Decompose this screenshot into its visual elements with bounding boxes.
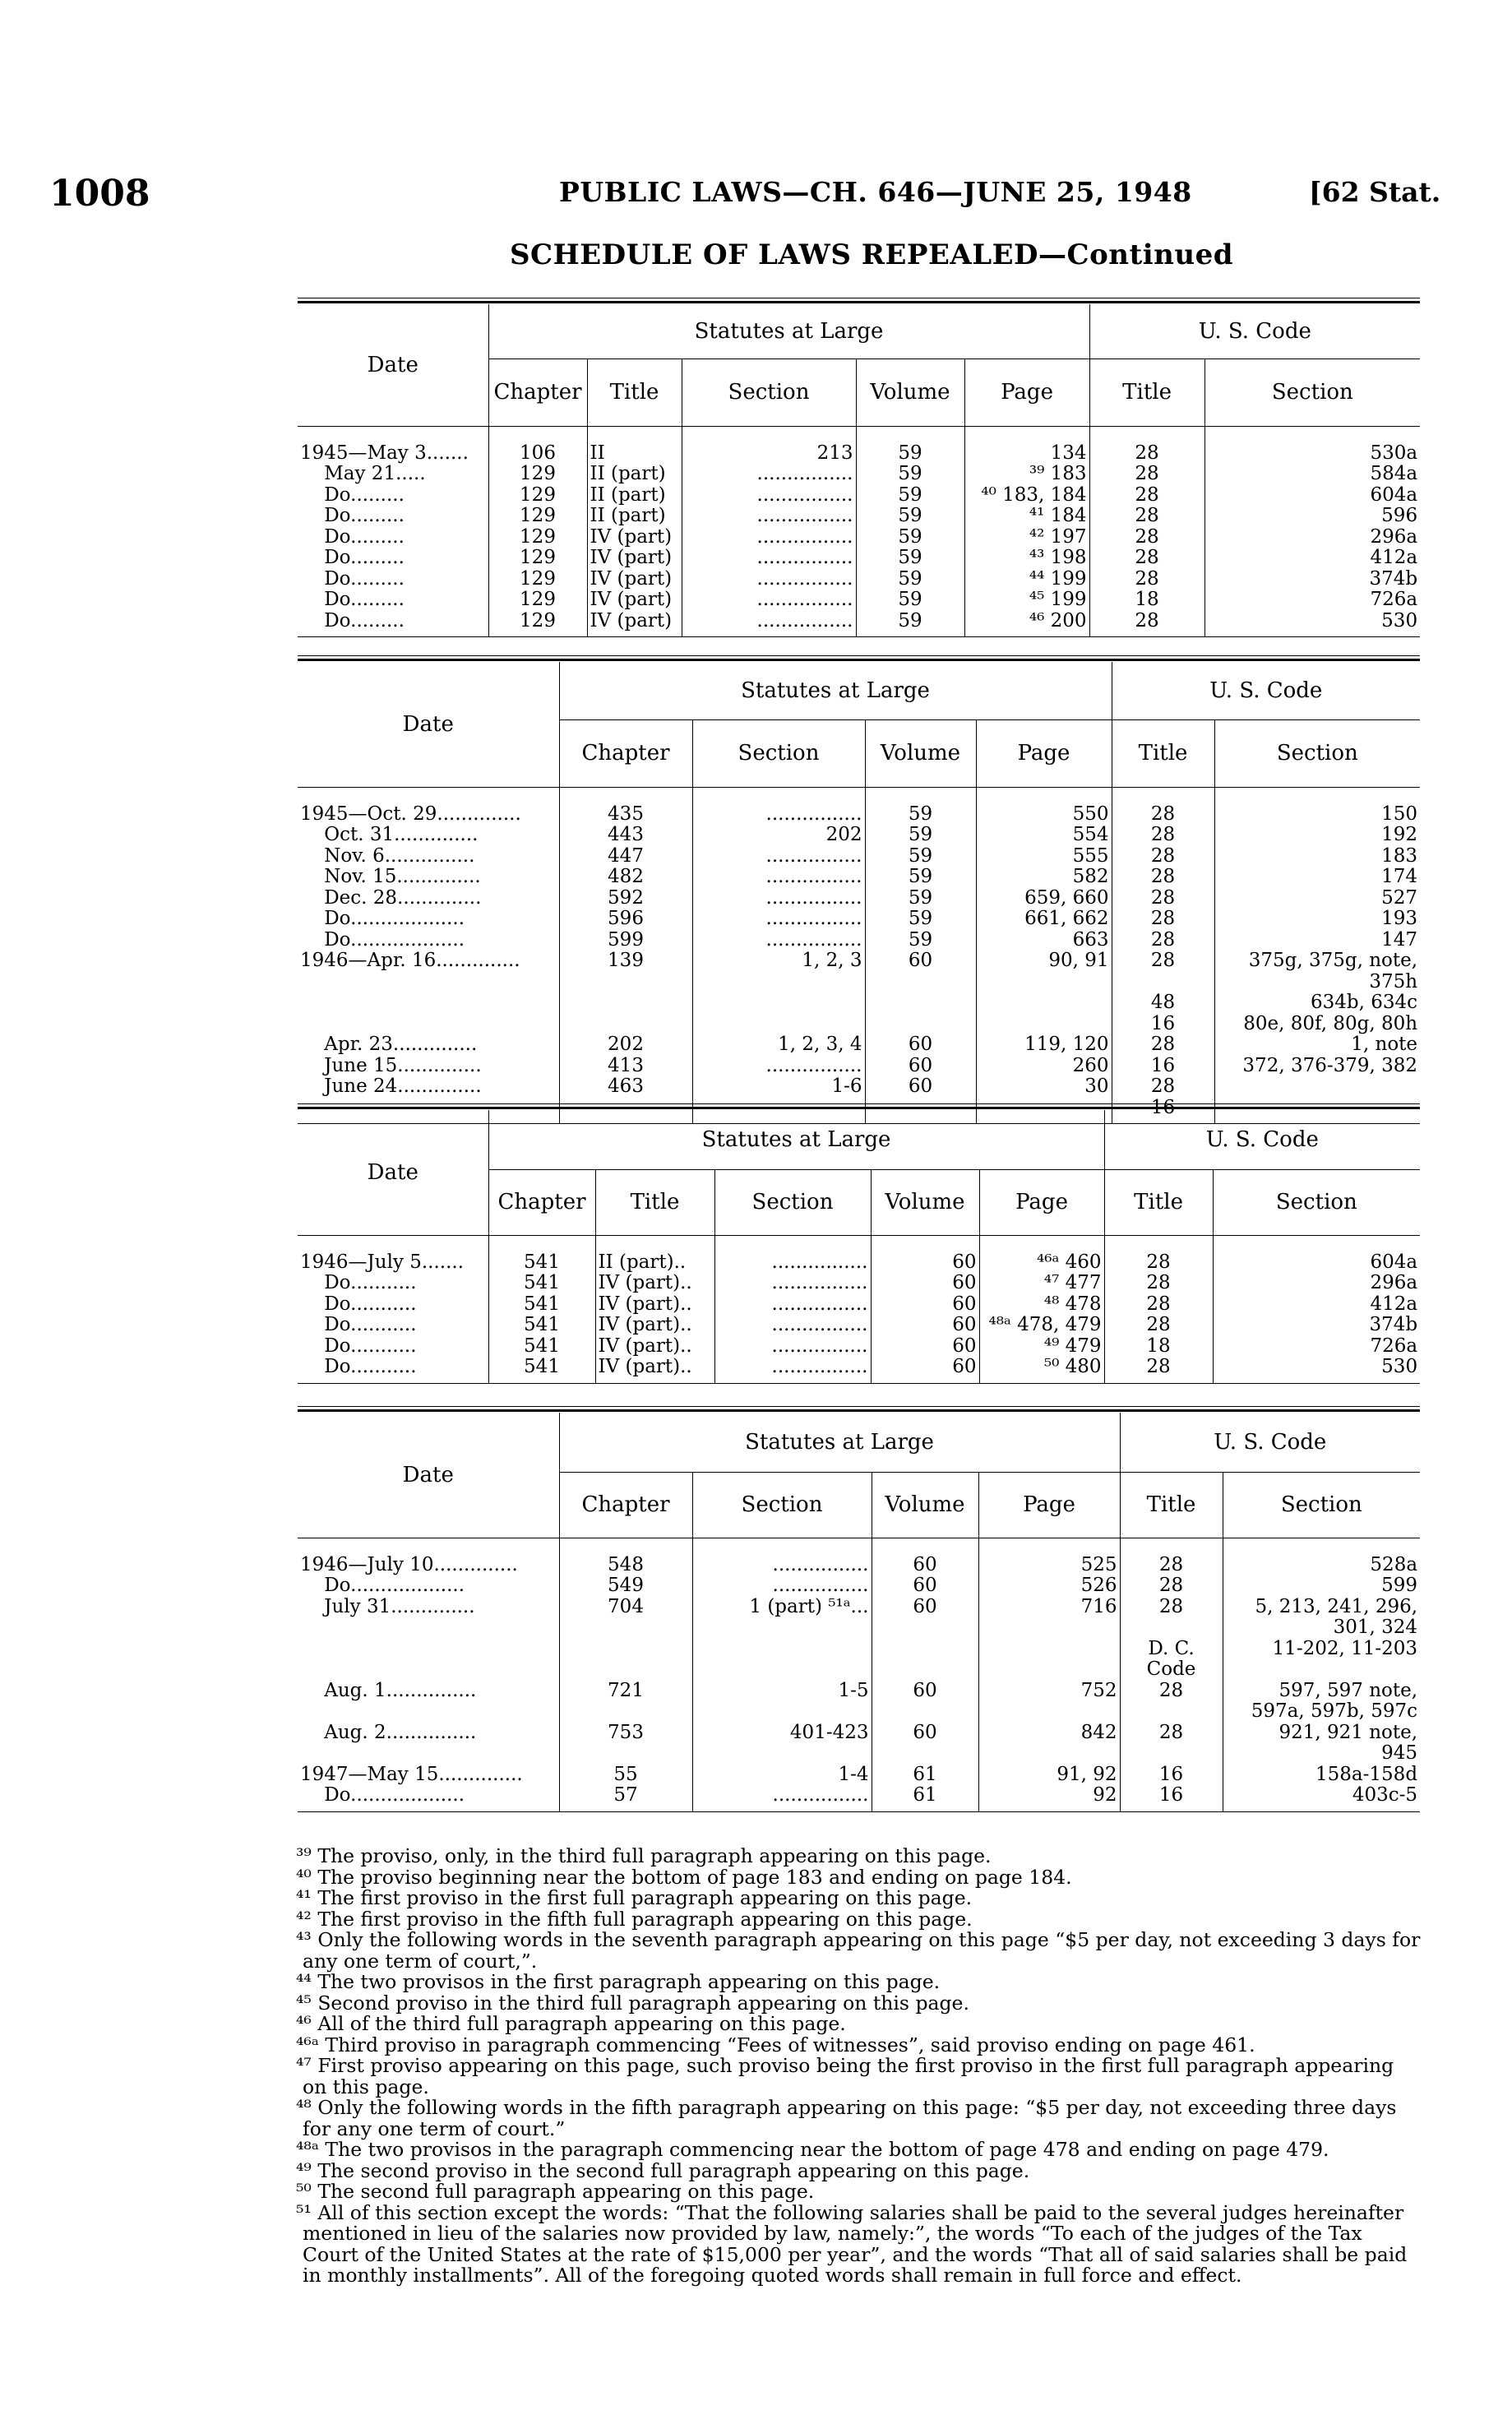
col-usc-title: Title (1104, 1169, 1213, 1235)
usc-title-cell: 28 28 28 28 18 28 (1104, 1235, 1213, 1383)
footnote (296, 2098, 1422, 2140)
repealed-laws-table-4 (298, 1413, 1420, 1812)
footnote (296, 1867, 1422, 1889)
volume-cell: 59 59 59 59 59 59 59 59 59 (856, 426, 964, 637)
statute-reference: [62 Stat. (1309, 176, 1441, 208)
col-chapter: Chapter (559, 719, 692, 787)
repealed-laws-table-2 (298, 662, 1420, 1124)
volume-cell: 60 60 60 60 60 60 (871, 1235, 979, 1383)
col-statutes-at-large: Statutes at Large (488, 304, 1089, 359)
footnote-text: The second proviso in the second full paragraph appearing on this page. (317, 2158, 1030, 2182)
col-title: Title (595, 1169, 714, 1235)
footnote (296, 2140, 1422, 2161)
footnote (296, 1972, 1422, 1993)
footnote-text: Only the following words in the seventh paragraph appearing on this page “$5 per day, not exceeding 3 days for any one term of court,”. (303, 1928, 1421, 1973)
footnote-text: The proviso beginning near the bottom of page 183 and ending on page 184. (317, 1865, 1072, 1889)
footnote-text: Only the following words in the fifth paragraph appearing on this page: “$5 per day, not exceeding three days for any one term of court.” (303, 2096, 1397, 2140)
running-head: PUBLIC LAWS—CH. 646—JUNE 25, 1948 (559, 176, 1192, 208)
col-usc-section: Section (1205, 359, 1420, 426)
footnote (296, 1930, 1422, 1972)
col-chapter: Chapter (559, 1472, 692, 1538)
col-us-code: U. S. Code (1104, 1110, 1420, 1169)
footnote-text: The first proviso in the fifth full paragraph appearing on this page. (317, 1907, 973, 1931)
footnote-mark: ⁴⁸ (296, 2096, 312, 2119)
footnote-text: First proviso appearing on this page, such proviso being the first proviso in the first full paragraph appearing on this page. (303, 2054, 1394, 2098)
section-cell: ................ ................ 1 (part) ⁵¹ᵃ... 1-5 401-423 1-4 ................ (692, 1538, 872, 1811)
table-rule (298, 655, 1420, 661)
col-usc-section: Section (1213, 1169, 1420, 1235)
footnote-text: The second full paragraph appearing on this page. (317, 2180, 815, 2203)
title-cell: II (part).. IV (part).. IV (part).. IV (part).. IV (part).. IV (part).. (595, 1235, 714, 1383)
footnote (296, 1993, 1422, 2015)
footnote-text: Third proviso in paragraph commencing “Fees of witnesses”, said proviso ending on page 461. (325, 2033, 1255, 2056)
footnote-mark: ⁴⁹ (296, 2158, 312, 2182)
col-date: Date (298, 1413, 559, 1538)
usc-title-cell: 28 28 28 28 28 28 28 18 28 (1089, 426, 1205, 637)
footnote (296, 2014, 1422, 2035)
table-rule (298, 1406, 1420, 1412)
page-cell: 134 ³⁹ 183 ⁴⁰ 183, 184 ⁴¹ 184 ⁴² 197 ⁴³ 198 ⁴⁴ 199 ⁴⁵ 199 ⁴⁶ 200 (964, 426, 1089, 637)
col-section: Section (692, 1472, 872, 1538)
col-volume: Volume (871, 1169, 979, 1235)
footnote-mark: ⁴¹ (296, 1886, 312, 1909)
volume-cell: 60 60 60 60 60 61 61 (872, 1538, 978, 1811)
footnote (296, 2200, 1422, 2287)
section-cell: ................ 202 ................ ................ ................ ................ ................ 1, 2, 3 1, 2, 3, 4 ................ 1-6 (692, 787, 865, 1124)
footnotes (296, 1846, 1422, 2287)
col-volume: Volume (872, 1472, 978, 1538)
section-cell: ................ ................ ................ ................ ................ ................ (714, 1235, 871, 1383)
footnote (296, 2056, 1422, 2098)
col-date: Date (298, 1110, 488, 1235)
footnote-mark: ⁵⁰ (296, 2180, 312, 2203)
date-cell: 1945—Oct. 29.............. Oct. 31.............. Nov. 6............... Nov. 15.............. Dec. 28.............. Do................... Do................... 1946—Apr. 16.............. Apr. 23.............. June 15.............. June 24.............. (298, 787, 559, 1124)
col-page: Page (979, 1169, 1104, 1235)
col-section: Section (714, 1169, 871, 1235)
chapter-cell: 106 129 129 129 129 129 129 129 129 (488, 426, 587, 637)
page-cell: ⁴⁶ᵃ 460 ⁴⁷ 477 ⁴⁸ 478 ⁴⁸ᵃ 478, 479 ⁴⁹ 479 ⁵⁰ 480 (979, 1235, 1104, 1383)
col-statutes-at-large: Statutes at Large (559, 662, 1112, 719)
footnote (296, 1909, 1422, 1931)
footnote-mark: ⁴⁷ (296, 2054, 312, 2077)
col-us-code: U. S. Code (1089, 304, 1420, 359)
footnote-text: Second proviso in the third full paragraph appearing on this page. (317, 1991, 969, 2015)
col-us-code: U. S. Code (1120, 1413, 1420, 1472)
volume-cell: 59 59 59 59 59 59 59 60 60 60 60 (865, 787, 976, 1124)
footnote-mark: ⁴⁴ (296, 1970, 312, 1993)
col-section: Section (682, 359, 856, 426)
footnote-mark: ³⁹ (296, 1844, 312, 1867)
col-section: Section (692, 719, 865, 787)
footnote-mark: ⁴⁵ (296, 1991, 312, 2015)
date-cell: 1945—May 3....... May 21..... Do......... Do......... Do......... Do......... Do......... Do......... Do......... (298, 426, 488, 637)
title-cell: II II (part) II (part) II (part) IV (part) IV (part) IV (part) IV (part) IV (part) (587, 426, 682, 637)
page-cell: 525 526 716 752 842 91, 92 92 (978, 1538, 1120, 1811)
date-cell: 1946—July 5....... Do........... Do........... Do........... Do........... Do........... (298, 1235, 488, 1383)
footnote (296, 1888, 1422, 1909)
col-title: Title (587, 359, 682, 426)
footnote-text: The two provisos in the paragraph commencing near the bottom of page 478 and ending on page 479. (325, 2138, 1329, 2161)
col-date: Date (298, 662, 559, 787)
usc-title-cell: 28 28 28 28 28 28 28 28 48 16 28 16 28 16 (1112, 787, 1214, 1124)
usc-section-cell: 530a 584a 604a 596 296a 412a 374b 726a 530 (1205, 426, 1420, 637)
footnote (296, 2035, 1422, 2056)
col-page: Page (964, 359, 1089, 426)
col-page: Page (978, 1472, 1120, 1538)
col-us-code: U. S. Code (1112, 662, 1420, 719)
schedule-title: SCHEDULE OF LAWS REPEALED—Continued (510, 238, 1233, 271)
col-date: Date (298, 304, 488, 426)
usc-section-cell: 150 192 183 174 527 193 147 375g, 375g, note, 375h 634b, 634c 80e, 80f, 80g, 80h 1, note 372, 376-379, 382 (1214, 787, 1420, 1124)
col-usc-title: Title (1089, 359, 1205, 426)
chapter-cell: 541 541 541 541 541 541 (488, 1235, 595, 1383)
footnote-text: The proviso, only, in the third full paragraph appearing on this page. (317, 1844, 992, 1867)
chapter-cell: 435 443 447 482 592 596 599 139 202 413 463 (559, 787, 692, 1124)
col-page: Page (976, 719, 1112, 787)
footnote-text: All of the third full paragraph appearing on this page. (317, 2012, 846, 2035)
footnote-mark: ⁴⁰ (296, 1865, 312, 1889)
usc-title-cell: 28 28 28 D. C. Code 28 28 16 16 (1120, 1538, 1223, 1811)
col-usc-section: Section (1214, 719, 1420, 787)
date-cell: 1946—July 10.............. Do................... July 31.............. Aug. 1............... Aug. 2............... 1947—May 15.............. Do................... (298, 1538, 559, 1811)
col-statutes-at-large: Statutes at Large (488, 1110, 1104, 1169)
page-number: 1008 (49, 173, 150, 215)
footnote-text: The first proviso in the first full paragraph appearing on this page. (317, 1886, 973, 1909)
col-statutes-at-large: Statutes at Large (559, 1413, 1120, 1472)
col-chapter: Chapter (488, 1169, 595, 1235)
footnote (296, 1846, 1422, 1867)
col-usc-title: Title (1112, 719, 1214, 787)
col-volume: Volume (856, 359, 964, 426)
footnote (296, 2181, 1422, 2203)
page-cell: 550 554 555 582 659, 660 661, 662 663 90, 91 119, 120 260 30 (976, 787, 1112, 1124)
footnote-mark: ⁴³ (296, 1928, 312, 1951)
col-chapter: Chapter (488, 359, 587, 426)
section-cell: 213 ................ ................ ................ ................ ................ ................ ................ ................ (682, 426, 856, 637)
footnote-mark: ⁴⁶ᵃ (296, 2033, 319, 2056)
repealed-laws-table-3 (298, 1110, 1420, 1384)
footnote-mark: ⁴⁶ (296, 2012, 312, 2035)
col-usc-section: Section (1223, 1472, 1420, 1538)
table-rule (298, 1103, 1420, 1109)
repealed-laws-table-1 (298, 304, 1420, 637)
col-volume: Volume (865, 719, 976, 787)
footnote-mark: ⁵¹ (296, 2200, 312, 2224)
chapter-cell: 548 549 704 721 753 55 57 (559, 1538, 692, 1811)
footnote-mark: ⁴² (296, 1907, 312, 1931)
table-rule (298, 298, 1420, 303)
footnote-mark: ⁴⁸ᵃ (296, 2138, 319, 2161)
col-usc-title: Title (1120, 1472, 1223, 1538)
usc-section-cell: 528a 599 5, 213, 241, 296, 301, 324 11-202, 11-203 597, 597 note, 597a, 597b, 597c 921, 921 note, 945 158a-158d 403c-5 (1223, 1538, 1420, 1811)
footnote (296, 2158, 1422, 2182)
footnote-text: The two provisos in the first paragraph appearing on this page. (317, 1970, 941, 1993)
usc-section-cell: 604a 296a 412a 374b 726a 530 (1213, 1235, 1420, 1383)
footnote-text: All of this section except the words: “That the following salaries shall be paid to the several judges hereinafter mentioned in lieu of the salaries now provided by law, namely:”, the words “To each of the judges of the Tax Court of the United States at the rate of $15,000 per year”, and the words “That all of said salaries shall be paid in monthly installments”. All of the foregoing quoted words shall remain in full force and effect. (303, 2200, 1408, 2287)
